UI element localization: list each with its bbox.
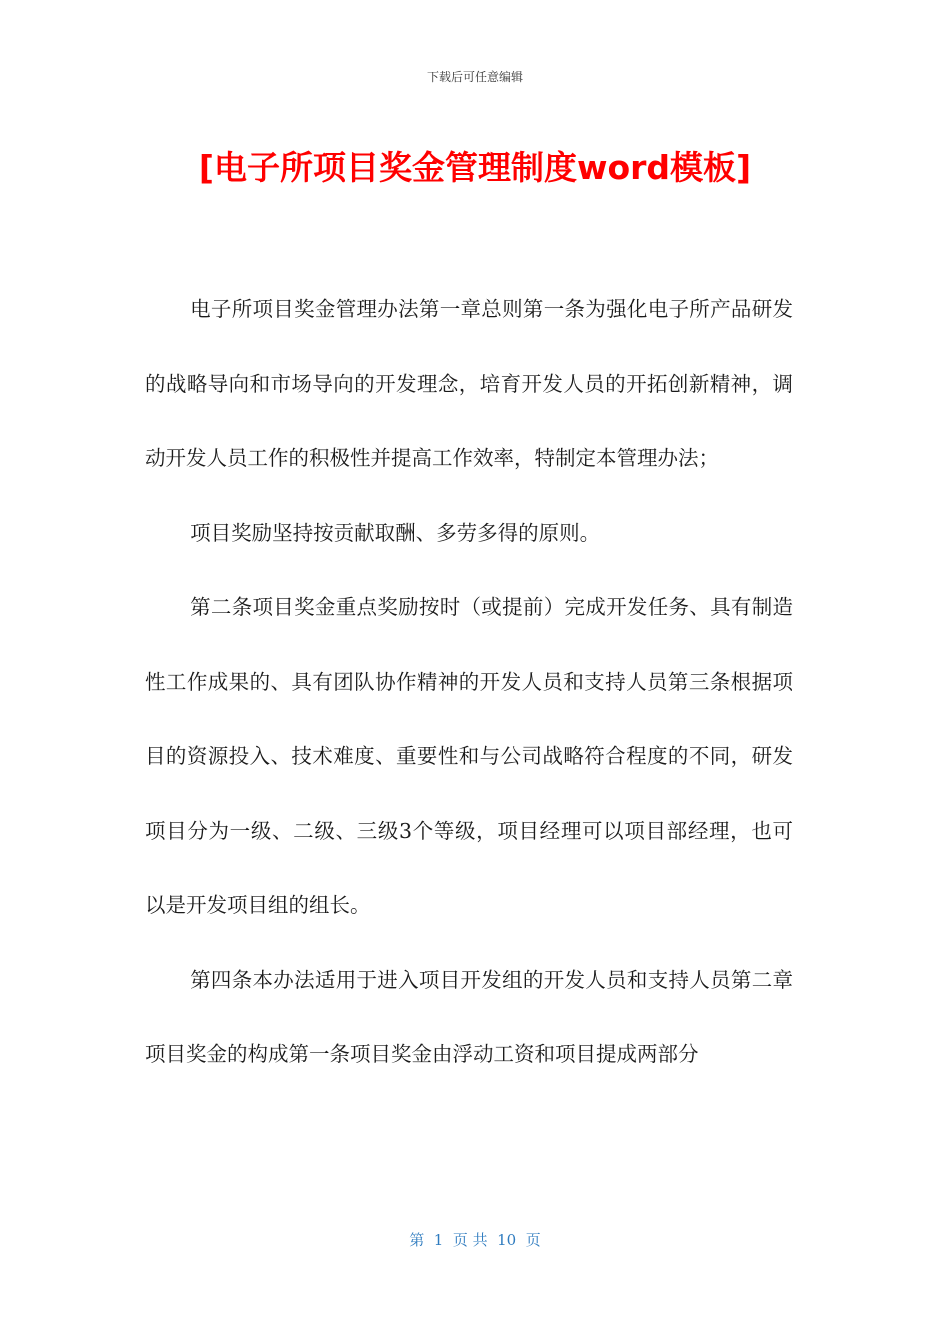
paragraph: 第二条项目奖金重点奖励按时（或提前）完成开发任务、具有制造性工作成果的、具有团队协作精神的开发人员和支持人员第三条根据项目的资源投入、技术难度、重要性和与公司战略符合程度的不同，研发项目分为一级、二级、三级3个等级，项目经理可以项目部经理，也可以是开发项目组的组长。 bbox=[145, 595, 793, 917]
paragraph: 项目奖励坚持按贡献取酬、多劳多得的原则。 bbox=[190, 520, 601, 545]
page-footer: 第 1 页 共 10 页 bbox=[409, 1231, 541, 1249]
page-header: 下载后可任意编辑 bbox=[426, 70, 523, 84]
paragraph: 电子所项目奖金管理办法第一章总则第一条为强化电子所产品研发的战略导向和市场导向的开发理念，培育开发人员的开拓创新精神，调动开发人员工作的积极性并提高工作效率，特制定本管理办法； bbox=[145, 297, 793, 470]
document-title: [电子所项目奖金管理制度word模板] bbox=[198, 148, 752, 187]
document-body bbox=[145, 272, 793, 1092]
paragraph: 第四条本办法适用于进入项目开发组的开发人员和支持人员第二章项目奖金的构成第一条项目奖金由浮动工资和项目提成两部分 bbox=[145, 967, 793, 1066]
